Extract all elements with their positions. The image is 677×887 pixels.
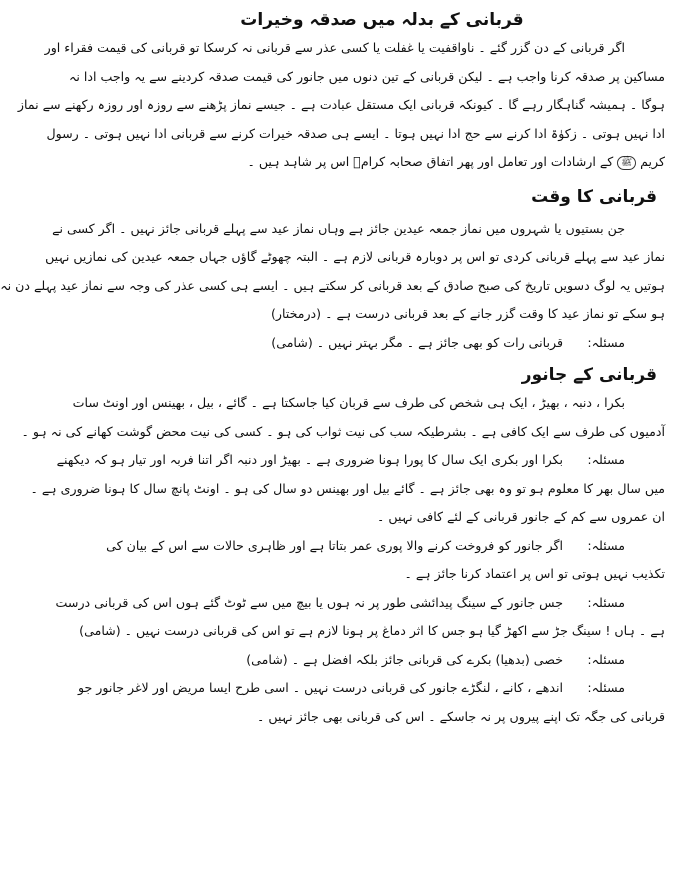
- text-rest: کے ارشادات اور تعامل اور پھر اتفاق صحابہ کرامؓ اس پر شاہد ہیں ۔: [247, 154, 614, 169]
- masala-line: [56, 446, 665, 475]
- paragraph-line: مساکین پر صدقہ کرنا واجب ہے ۔ لیکن قربانی کے تین دنوں میں جانور کی قیمت صدقہ کردینے سے یہ واجب ادا نہ: [69, 68, 665, 84]
- text-prefix: کریم: [640, 154, 665, 169]
- masala-text: اگر جانور کو فروخت کرنے والا پوری عمر بتاتا ہے اور ظاہری حالات سے اس کے بیان کی: [106, 537, 563, 553]
- paragraph-line: ان عمروں سے کم کے جانور قربانی کے لئے کافی نہیں ۔: [377, 509, 665, 524]
- masala-text: جس جانور کے سینگ پیدائشی طور پر نہ ہوں یا بیچ میں سے ٹوٹ گئے ہوں اس کی قربانی درست: [55, 594, 563, 610]
- masala-text: اندھے ، کانے ، لنگڑے جانور کی قربانی درست نہیں ۔ اسی طرح ایسا مریض اور لاغر جانور جو: [78, 680, 563, 695]
- paragraph-line: میں سال بھر کا معلوم ہو تو وہ بھی جائز ہے ۔ گائے بیل اور بھینس دو سال کی ہو ۔ اونٹ پانچ سال کا ہونا ضروری ہے ۔: [30, 480, 665, 496]
- paragraph-line: نماز عید سے پہلے قربانی کردی تو اس پر دوبارہ قربانی لازم ہے ۔ البتہ چھوٹے گاؤں جہاں جمعہ عیدین کی نمازیں نہیں: [45, 249, 665, 264]
- masala-label: مسئلہ:: [587, 651, 625, 667]
- paragraph-line: تکذیب نہیں ہوتی تو اس پر اعتماد کرنا جائز ہے ۔: [404, 566, 665, 581]
- masala-line: [55, 589, 665, 618]
- paragraph-line: جن بستیوں یا شہروں میں نماز جمعہ عیدین جائز ہے وہاں نماز عید سے پہلے قربانی جائز نہیں ۔ اگر کسی نے: [52, 220, 625, 236]
- masala-text: خصی (بدھیا) بکرے کی قربانی جائز بلکہ افضل ہے ۔ (شامی): [246, 651, 563, 667]
- paragraph-waqt: [0, 215, 665, 358]
- masala-label: مسئلہ:: [587, 452, 625, 467]
- section-heading-waqt: قربانی کا وقت: [531, 186, 657, 207]
- paragraph-line: اگر قربانی کے دن گزر گئے ۔ ناواقفیت یا غفلت یا کسی عذر سے قربانی نہ کرسکا تو قربانی کی قیمت فقراء اور: [44, 40, 625, 55]
- section-heading-sadaqa: قربانی کے بدلہ میں صدقہ وخیرات: [240, 10, 524, 30]
- paragraph-line-last: [99, 148, 665, 177]
- masala-label: مسئلہ:: [587, 594, 625, 610]
- paragraph-line: آدمیوں کی طرف سے ایک کافی ہے ۔ بشرطیکہ سب کی نیت ثواب کی ہو ۔ کسی کی نیت محض گوشت کھانے کی نہ ہو ۔: [21, 423, 665, 439]
- paragraph-line: ہوتیں یہ لوگ دسویں تاریخ کی صبح صادق کے بعد قربانی کر سکتے ہیں ۔ ایسے ہی کسی عذر کی وجہ سے نماز عید پہلے دن نہ: [0, 277, 665, 293]
- paragraph-line: بکرا ، دنبہ ، بھیڑ ، ایک ہی شخص کی طرف سے قربان کیا جاسکتا ہے ۔ گائے ، بیل ، بھینس اور اونٹ سات: [72, 395, 625, 410]
- paragraph-line: ہو سکے تو نماز عید کا وقت گزر جانے کے بعد قربانی درست ہے ۔ (درمختار): [270, 306, 665, 321]
- masala-line: [78, 674, 665, 703]
- section-heading-janwar: قربانی کے جانور: [521, 365, 657, 385]
- masala-label: مسئلہ:: [587, 680, 625, 695]
- paragraph-sadaqa: [17, 34, 665, 177]
- paragraph-line: ہوگا ۔ ہمیشہ گناہگار رہے گا ۔ کیونکہ قربانی ایک مستقل عبادت ہے ۔ جیسے نماز پڑھنے سے روزہ اور روزہ رکھنے سے نماز: [17, 97, 665, 112]
- masala-line: [99, 532, 665, 561]
- paragraph-line: قربانی کی جگہ تک اپنے پیروں پر نہ جاسکے ۔ اس کی قربانی بھی جائز نہیں ۔: [257, 708, 665, 724]
- paragraph-line: ہے ۔ ہاں ! سینگ جڑ سے اکھڑ گیا ہو جس کا اثر دماغ پر ہونا لازم ہے تو اس کی قربانی درست نہیں ۔ (شامی): [79, 623, 665, 638]
- masala-text: قربانی رات کو بھی جائز ہے ۔ مگر بہتر نہیں ۔ (شامی): [271, 334, 563, 350]
- paragraph-janwar: [21, 389, 665, 731]
- masala-line: [99, 646, 665, 675]
- paragraph-line: ادا نہیں ہوتی ۔ زکوٰۃ ادا کرنے سے حج ادا نہیں ہوتا ۔ ایسے ہی صدقہ خیرات کرنے سے قربانی ادا نہیں ہوتی ۔ رسول: [46, 125, 665, 141]
- masala-label: مسئلہ:: [587, 334, 625, 350]
- masala-line: [99, 329, 665, 358]
- honorific-mark: ﷺ: [617, 156, 636, 170]
- masala-text: بکرا اور بکری ایک سال کا پورا ہونا ضروری ہے ۔ بھیڑ اور دنبہ اگر اتنا فربہ اور تیار ہو کہ دیکھنے: [56, 452, 563, 467]
- masala-label: مسئلہ:: [587, 537, 625, 553]
